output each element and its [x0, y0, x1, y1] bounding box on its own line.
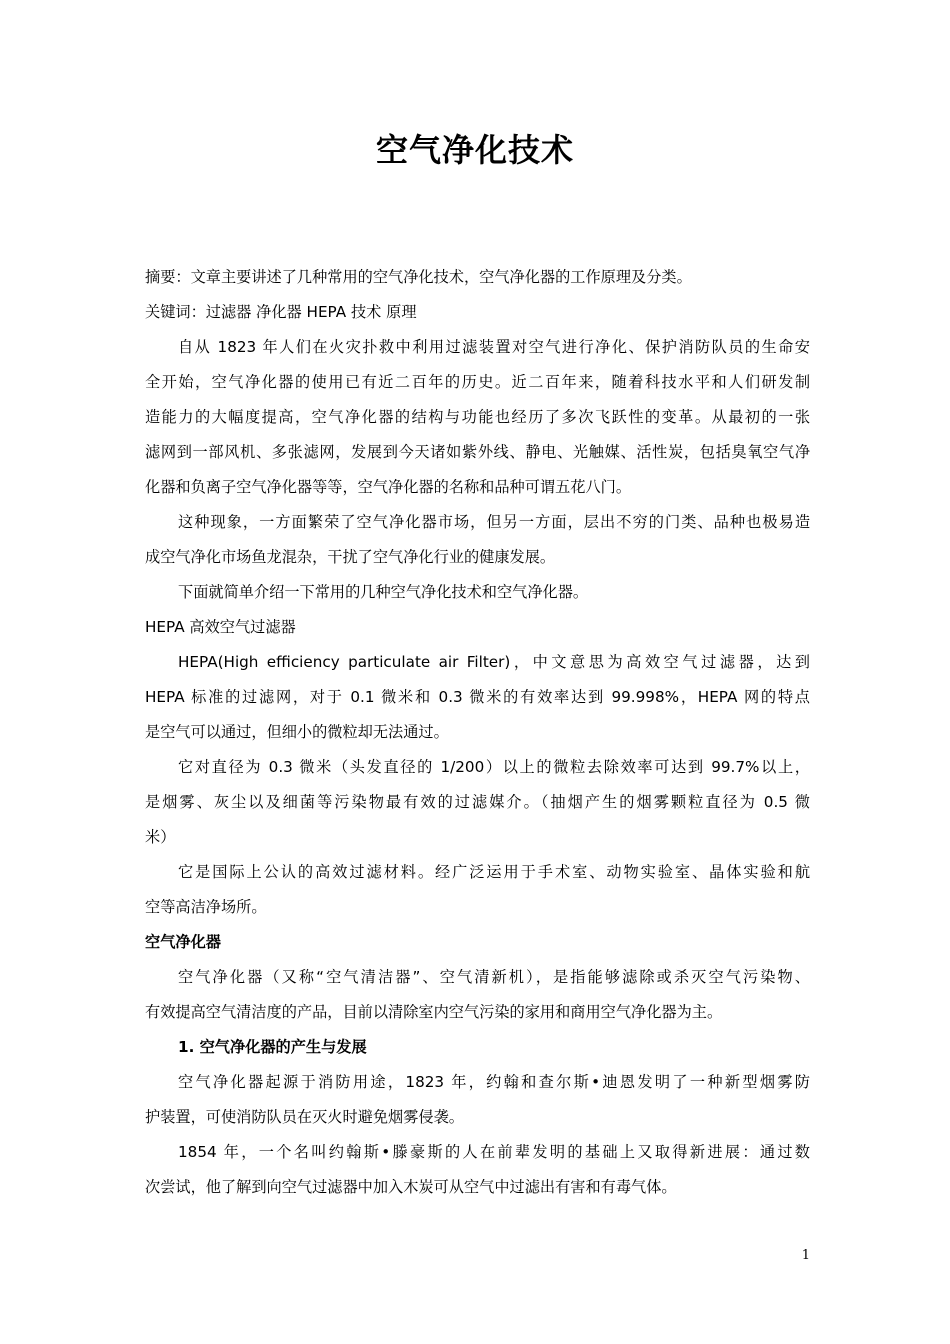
paragraph-line: 成空气净化市场鱼龙混杂，干扰了空气净化行业的健康发展。 — [145, 548, 556, 566]
paragraph-line: 空气净化器（又称“空气清洁器”、空气清新机），是指能够滤除或杀灭空气污染物、 — [178, 968, 810, 986]
paragraph-line: 它是国际上公认的高效过滤材料。经广泛运用于手术室、动物实验室、晶体实验和航 — [178, 863, 810, 881]
section-heading-air-purifier: 空气净化器 — [145, 933, 221, 951]
page-number: 1 — [801, 1248, 810, 1263]
paragraph-line: 护装置，可使消防队员在灭火时避免烟雾侵袭。 — [145, 1108, 464, 1126]
paragraph-line: 次尝试，他了解到向空气过滤器中加入木炭可从空气中过滤出有害和有毒气体。 — [145, 1178, 677, 1196]
document-body — [145, 260, 810, 1205]
paragraph-line: 1854 年，一个名叫约翰斯•滕豪斯的人在前辈发明的基础上又取得新进展：通过数 — [178, 1143, 810, 1161]
paragraph-line: 下面就简单介绍一下常用的几种空气净化技术和空气净化器。 — [178, 583, 589, 601]
paragraph-line: HEPA(High efficiency particulate air Filter)，中文意思为高效空气过滤器，达到 — [178, 653, 810, 671]
paragraph-line: 米） — [145, 828, 176, 846]
paragraph-line: 有效提高空气清洁度的产品，目前以清除室内空气污染的家用和商用空气净化器为主。 — [145, 1003, 723, 1021]
document-title: 空气净化技术 — [375, 131, 574, 169]
paragraph-line: 全开始，空气净化器的使用已有近二百年的历史。近二百年来，随着科技水平和人们研发制 — [145, 373, 810, 391]
paragraph-line: 化器和负离子空气净化器等等，空气净化器的名称和品种可谓五花八门。 — [145, 478, 631, 496]
paragraph-line: 它对直径为 0.3 微米（头发直径的 1/200）以上的微粒去除效率可达到 99.7%以上， — [178, 758, 810, 776]
keywords-line: 关键词：过滤器 净化器 HEPA 技术 原理 — [145, 303, 417, 321]
paragraph-line: 空气净化器起源于消防用途，1823 年，约翰和查尔斯•迪恩发明了一种新型烟雾防 — [178, 1073, 810, 1091]
abstract-line: 摘要：文章主要讲述了几种常用的空气净化技术，空气净化器的工作原理及分类。 — [145, 268, 692, 286]
paragraph-line: 这种现象，一方面繁荣了空气净化器市场，但另一方面，层出不穷的门类、品种也极易造 — [178, 513, 810, 531]
paragraph-line: 空等高洁净场所。 — [145, 898, 267, 916]
paragraph-line: 是空气可以通过，但细小的微粒却无法通过。 — [145, 723, 449, 741]
paragraph-line: HEPA 标准的过滤网，对于 0.1 微米和 0.3 微米的有效率达到 99.998%，HEPA 网的特点 — [145, 688, 810, 706]
paragraph-line: 滤网到一部风机、多张滤网，发展到今天诸如紫外线、静电、光触媒、活性炭，包括臭氧空气净 — [145, 443, 810, 461]
paragraph-line: 是烟雾、灰尘以及细菌等污染物最有效的过滤媒介。（抽烟产生的烟雾颗粒直径为 0.5 微 — [145, 793, 810, 811]
section-heading-hepa: HEPA 高效空气过滤器 — [145, 618, 296, 636]
subsection-heading: 1. 空气净化器的产生与发展 — [178, 1038, 367, 1056]
paragraph-line: 自从 1823 年人们在火灾扑救中利用过滤装置对空气进行净化、保护消防队员的生命安 — [178, 338, 810, 356]
paragraph-line: 造能力的大幅度提高，空气净化器的结构与功能也经历了多次飞跃性的变革。从最初的一张 — [145, 408, 810, 426]
